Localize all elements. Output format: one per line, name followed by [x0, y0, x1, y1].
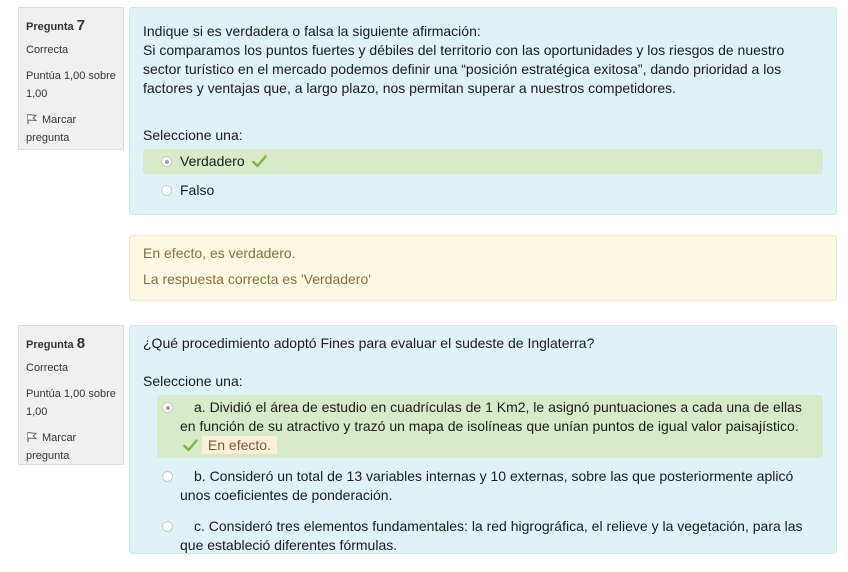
- radio-button[interactable]: [161, 156, 172, 167]
- question-7-formulation: [129, 7, 837, 215]
- answer-option-b[interactable]: b. Consideró un total de 13 variables internas y 10 externas, sobre las que posteriormente aplicó unos coeficientes de ponderación.: [157, 464, 823, 508]
- answer-option-a[interactable]: a. Dividió el área de estudio en cuadrículas de 1 Km2, le asignó puntuaciones a cada una de ellas en función de su atractivo y trazó un mapa de isolíneas que unían puntos de igual valor paisajístico. En efecto.: [157, 395, 823, 458]
- question-state: Correcta: [26, 44, 69, 56]
- question-grade: Puntúa 1,00 sobre 1,00: [26, 388, 116, 418]
- answer-options: [143, 149, 823, 203]
- question-number: Pregunta 7: [26, 17, 86, 34]
- checkmark-icon: [252, 155, 267, 168]
- radio-button[interactable]: [162, 521, 173, 532]
- radio-button[interactable]: [162, 402, 173, 413]
- question-number: Pregunta 8: [26, 335, 86, 352]
- answer-option-verdadero[interactable]: Verdadero: [143, 149, 823, 174]
- question-state: Correcta: [26, 362, 69, 374]
- answer-option-c[interactable]: c. Consideró tres elementos fundamentales: la red higrográfica, el relieve y la vegetación, para las que estableció diferentes fórmulas.: [157, 514, 823, 558]
- flag-icon: [26, 113, 38, 125]
- question-grade: Puntúa 1,00 sobre 1,00: [26, 70, 116, 100]
- right-answer: La respuesta correcta es 'Verdadero': [143, 271, 371, 287]
- answer-option-falso[interactable]: Falso: [143, 178, 823, 203]
- question-number-value: 7: [76, 17, 86, 34]
- question-number-value: 8: [76, 335, 86, 352]
- radio-button[interactable]: [162, 471, 173, 482]
- checkmark-icon: [183, 439, 198, 452]
- flag-question-link[interactable]: [26, 429, 117, 465]
- flag-label: Marcar pregunta: [26, 432, 77, 462]
- specific-feedback: En efecto.: [202, 436, 277, 454]
- answer-prompt: Seleccione una:: [143, 373, 243, 389]
- answer-prompt: Seleccione una:: [143, 127, 243, 143]
- radio-button[interactable]: [161, 185, 172, 196]
- question-7-info: [18, 7, 124, 150]
- question-7-feedback: [129, 235, 837, 301]
- flag-label: Marcar pregunta: [26, 114, 77, 144]
- flag-icon: [26, 431, 38, 443]
- question-text: Indique si es verdadera o falsa la siguiente afirmación: Si comparamos los puntos fuertes y débiles del territorio con las oportunidades y los riesgos de nuestro sector turístico en el mercado podemos definir una “posición estratégica exitosa”, dando prioridad a los factores y ventajas que, a largo plazo, nos permitan superar a nuestros competidores.: [143, 23, 785, 96]
- question-8-info: [18, 325, 124, 465]
- answer-options: [143, 395, 823, 558]
- question-8-formulation: [129, 325, 837, 554]
- flag-question-link[interactable]: [26, 111, 117, 147]
- general-feedback: En efecto, es verdadero.: [143, 245, 296, 261]
- question-text: ¿Qué procedimiento adoptó Fines para evaluar el sudeste de Inglaterra?: [143, 335, 595, 351]
